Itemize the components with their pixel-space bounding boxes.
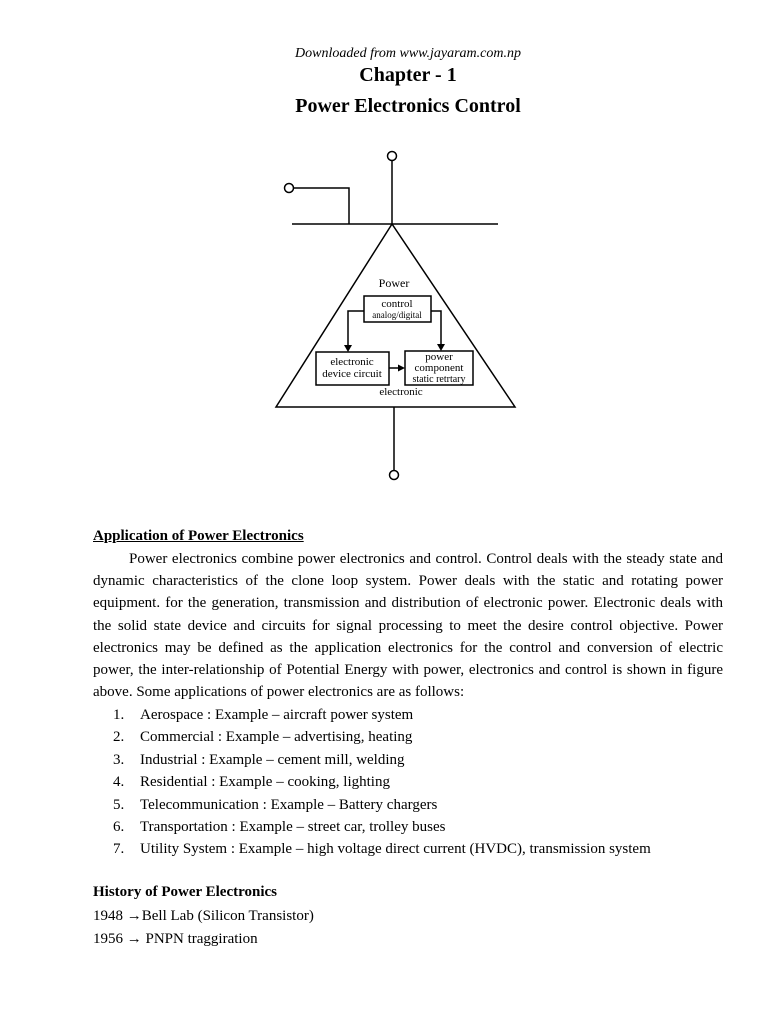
list-item-number: 6. <box>113 819 125 836</box>
history-list <box>93 905 314 951</box>
list-item-text: Utility System : Example – high voltage direct current (HVDC), transmission system <box>140 841 651 858</box>
list-item-text: Commercial : Example – advertising, heating <box>140 729 413 746</box>
list-item <box>113 794 651 816</box>
list-item-number: 4. <box>113 774 125 791</box>
history-year: 1956 <box>93 931 123 947</box>
list-item-text: Telecommunication : Example – Battery chargers <box>140 796 438 813</box>
list-item-number: 1. <box>113 707 125 723</box>
arrowhead-right <box>398 365 405 372</box>
history-year: 1948 <box>93 908 123 924</box>
list-item <box>113 749 651 771</box>
list-item <box>113 816 651 838</box>
arrow-right-icon: → <box>126 908 142 924</box>
top-terminal <box>388 152 397 161</box>
arrow-right-icon: → <box>126 931 142 947</box>
list-item-text: Industrial : Example – cement mill, welding <box>140 751 405 768</box>
arrowhead-down-right <box>437 344 445 351</box>
source-header: Downloaded from www.jayaram.com.np <box>295 46 521 61</box>
list-item <box>113 704 651 726</box>
page-title: Power Electronics Control <box>295 95 521 117</box>
list-item-text: Transportation : Example – street car, trolley buses <box>140 819 446 836</box>
electronic-label: electronic <box>379 386 423 398</box>
history-row <box>93 928 314 951</box>
list-item-number: 3. <box>113 751 125 768</box>
history-text: Bell Lab (Silicon Transistor) <box>141 908 314 924</box>
history-text: PNPN traggiration <box>145 931 258 947</box>
list-item <box>113 838 651 860</box>
arrowhead-down-left <box>344 345 352 352</box>
applications-list <box>113 704 651 861</box>
electronic-box-line2: device circuit <box>322 368 382 380</box>
history-heading: History of Power Electronics <box>93 884 277 900</box>
bottom-terminal <box>390 471 399 480</box>
control-box-line1: control <box>381 298 413 310</box>
control-to-power-line <box>431 311 441 345</box>
list-item-text: Residential : Example – cooking, lighting <box>140 774 390 791</box>
list-item <box>113 726 651 748</box>
list-item <box>113 771 651 793</box>
power-box-line3: static retrtary <box>412 374 466 385</box>
left-lead <box>294 188 350 224</box>
power-box-line2: component <box>414 362 464 374</box>
power-box-line1: power <box>425 351 453 363</box>
application-heading: Application of Power Electronics <box>93 528 304 544</box>
electronic-box-line1: electronic <box>330 356 374 368</box>
history-row <box>93 905 314 928</box>
list-item-text: Aerospace : Example – aircraft power system <box>140 707 414 723</box>
application-paragraph <box>93 548 723 703</box>
left-terminal <box>285 184 294 193</box>
control-box-line2: analog/digital <box>372 310 422 320</box>
power-label: Power <box>378 276 410 290</box>
control-to-electronic-line <box>348 311 364 346</box>
list-item-number: 5. <box>113 796 125 813</box>
list-item-number: 7. <box>113 841 125 858</box>
chapter-heading: Chapter - 1 <box>359 64 457 86</box>
list-item-number: 2. <box>113 729 125 746</box>
application-paragraph-text: Power electronics combine power electronics and control. Control deals with the steady state and dynamic characteristics of the clone loop system. Power deals with the static and rotating power equipment. for the generation, transmission and distribution of electronic power. Electronic deals with the solid state device and circuits for signal processing to meet the desire control objective. Power electronics may be defined as the application electronics for the control and conversion of electric power, the inter-relationship of Potential Energy with power, electronics and control is shown in figure above. Some applications of power electronics are as follows: <box>93 551 723 701</box>
